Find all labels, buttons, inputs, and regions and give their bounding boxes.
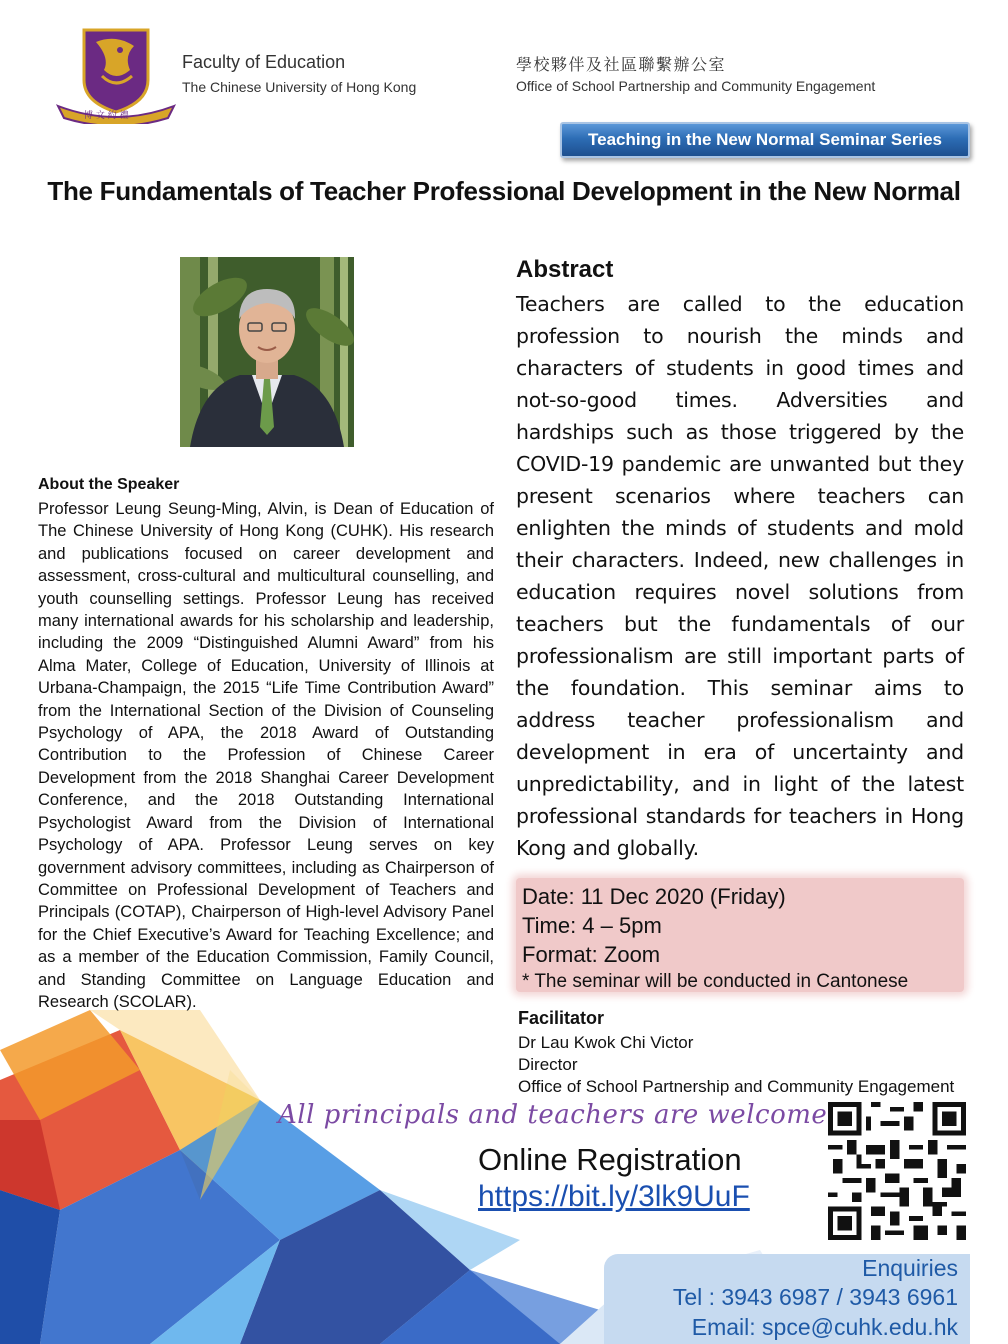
office-name-english: Office of School Partnership and Community Engagement xyxy=(516,78,876,94)
enquiries-email[interactable]: Email: spce@cuhk.edu.hk xyxy=(691,1314,958,1340)
facilitator-role: Director xyxy=(518,1055,578,1074)
office-name-chinese: 學校夥伴及社區聯繫辦公室 xyxy=(516,55,727,74)
online-registration-label: Online Registration xyxy=(478,1142,742,1177)
enquiries-heading: Enquiries xyxy=(862,1255,958,1281)
seminar-series-banner: Teaching in the New Normal Seminar Series xyxy=(560,122,970,158)
about-speaker-heading: About the Speaker xyxy=(38,476,180,493)
event-format: Format: Zoom xyxy=(522,942,661,967)
language-note: * The seminar will be conducted in Cantonese xyxy=(522,971,909,992)
event-details-box xyxy=(516,878,964,992)
seminar-title: The Fundamentals of Teacher Professional Development in the New Normal xyxy=(47,176,961,206)
facilitator-office: Office of School Partnership and Community Engagement xyxy=(518,1077,955,1096)
facilitator-name: Dr Lau Kwok Chi Victor xyxy=(518,1033,694,1052)
enquiries-box xyxy=(604,1254,970,1344)
faculty-name: Faculty of Education xyxy=(182,52,346,72)
university-name: The Chinese University of Hong Kong xyxy=(182,79,417,95)
qr-code[interactable] xyxy=(828,1102,966,1240)
facilitator-heading: Facilitator xyxy=(518,1008,605,1028)
abstract-text: Teachers are called to the education profession to nourish the minds and characters of students in good times and not-so-good times. Adversities and hardships such as those triggered by the COVID-19 pandemic are unwanted but they present scenarios where teachers can enlighten the minds of students and mold their characters. Indeed, new challenges in education requires novel solutions from teachers but the fundamentals of our professionalism are still important parts of the foundation. This seminar aims to address teacher professionalism and development in era of uncertainty and unpredictability, and in light of the latest professional standards for teachers in Hong Kong and globally. xyxy=(516,292,964,860)
event-time: Time: 4 – 5pm xyxy=(522,913,662,938)
welcome-message: All principals and teachers are welcome xyxy=(278,1100,828,1130)
speaker-bio: Professor Leung Seung-Ming, Alvin, is Dean of Education of The Chinese University of Hong Kong (CUHK). His research and publications focused on career development and assessment, cross-cultural and multicultural counselling, and youth counselling settings. Professor Leung has received many international awards for his scholarship and leadership, including the 2009 “Distinguished Alumni Award” from his Alma Mater, College of Education, University of Illinois at Urbana-Champaign, the 2015 “Life Time Contribution Award” from the International Section of the Division of Counseling Psychology of APA, the 2018 Award of Outstanding Contribution to the Profession of Chinese Career Development from the 2018 Shanghai Career Development Conference, and the 2018 Outstanding International Psychologist Award from the Division of International Psychology of APA. Professor Leung serves on key government advisory committees, including as Chairperson of Committee on Professional Development of Teachers and Principals (COTAP), Chairperson of High-level Advisory Panel for the Chief Executive’s Award for Teaching Excellence; and as a member of the Education Commission, Family Council, and Standing Committee on Language Education and Research (SCOLAR). xyxy=(38,500,494,1011)
enquiries-phone: Tel : 3943 6987 / 3943 6961 xyxy=(672,1284,958,1310)
event-date: Date: 11 Dec 2020 (Friday) xyxy=(522,884,786,909)
abstract-heading: Abstract xyxy=(516,256,614,283)
registration-link[interactable]: https://bit.ly/3lk9UuF xyxy=(478,1180,750,1213)
cuhk-logo xyxy=(54,26,178,124)
speaker-photo xyxy=(180,257,354,447)
svg-text:博 文 約 禮: 博 文 約 禮 xyxy=(84,111,129,121)
